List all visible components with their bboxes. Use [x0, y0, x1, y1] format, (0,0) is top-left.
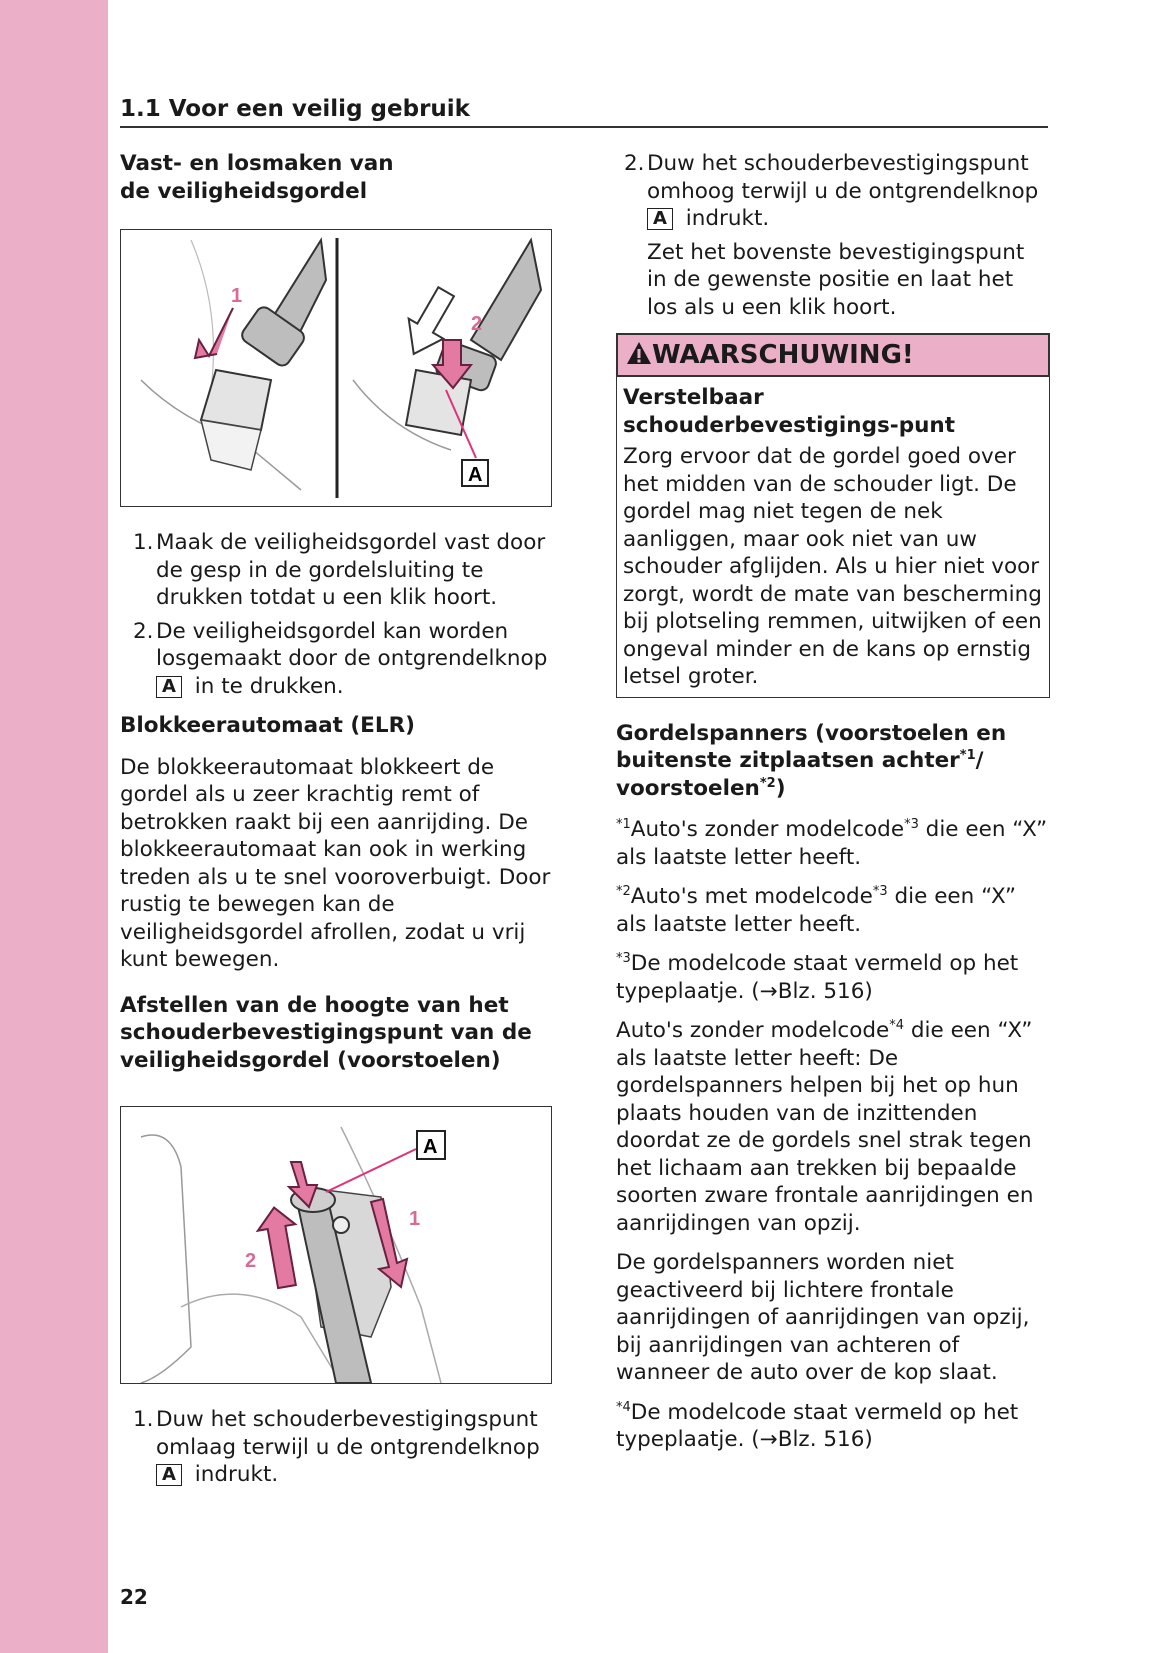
release-button-label: A — [156, 676, 182, 698]
figure1-label-A: A — [468, 464, 483, 486]
pretensioner-paragraph-1: Auto's zonder modelcode$^{*4}$ die een “X” als laatste letter heeft: De gordelspanners helpen bij het op hun plaats houden van de inzittenden doordat ze de gordels snel strak tegen het lichaam aan trekken bij bepaalde soorten zware frontale aanrijdingen en aanrijdingen van opzij. — [616, 1017, 1034, 1236]
adjust-step-2: 2. Duw het schouderbevestigingspunt omhoog terwijl u de ontgrendelknop A indrukt. Zet het bovenste bevestigingspunt in de gewenste positie en laat het los als u een klik hoort. — [624, 151, 1039, 320]
heading-fasten-belt: Vast- en losmaken van de veiligheidsgordel — [120, 151, 394, 204]
adjust-steps — [120, 1406, 555, 1489]
figure-buckle — [120, 229, 552, 507]
section-title: 1.1 Voor een veilig gebruik — [120, 96, 470, 122]
buckle-illustration — [121, 230, 551, 506]
fasten-step-1: 1. Maak de veiligheidsgordel vast door de gesp in de gordelsluiting te drukken totdat u een klik hoort. — [133, 530, 546, 610]
left-column — [120, 150, 555, 1501]
warning-box — [616, 333, 1050, 698]
chapter-side-tab — [0, 0, 108, 1653]
footnote-4: $^{*4}$De modelcode staat vermeld op het typeplaatje. (→Blz. 516) — [616, 1399, 1019, 1452]
figure-shoulder-anchor — [120, 1106, 552, 1384]
warning-triangle-icon — [626, 341, 652, 365]
warning-subtitle: Verstelbaar schouderbevestigings-punt — [623, 385, 955, 438]
release-button-label: A — [647, 208, 673, 230]
release-button-label: A — [156, 1464, 182, 1486]
heading-elr: Blokkeerautomaat (ELR) — [120, 713, 415, 738]
footnote-3: $^{*3}$De modelcode staat vermeld op het typeplaatje. (→Blz. 516) — [616, 950, 1019, 1004]
figure1-label-1: 1 — [231, 285, 243, 307]
adjust-steps-cont — [611, 150, 1050, 321]
figure2-label-1: 1 — [409, 1208, 421, 1230]
heading-shoulder-anchor: Afstellen van de hoogte van het schouderbevestigingspunt van de veiligheidsgordel (voorstoelen) — [120, 992, 532, 1073]
fasten-step-2: 2. De veiligheidsgordel kan worden losgemaakt door de ontgrendelknop A in te drukken. — [133, 618, 548, 699]
shoulder-anchor-illustration — [121, 1107, 551, 1383]
elr-paragraph: De blokkeerautomaat blokkeert de gordel als u zeer krachtig remt of betrokken raakt bij een aanrijding. De blokkeerautomaat kan ook in werking treden als u te snel vooroverbuigt. Door rustig te bewegen kan de veiligheidsgordel afrollen, zodat u vrij kunt bewegen. — [120, 754, 551, 972]
footnote-2: $^{*2}$Auto's met modelcode$^{*3}$ die een “X” als laatste letter heeft. — [616, 883, 1016, 937]
figure2-label-2: 2 — [245, 1250, 257, 1272]
footnote-1: $^{*1}$Auto's zonder modelcode$^{*3}$ die een “X” als laatste letter heeft. — [616, 816, 1048, 870]
adjust-step-1: 1. Duw het schouderbevestigingspunt omlaag terwijl u de ontgrendelknop A indrukt. — [133, 1407, 540, 1487]
heading-pretensioners: Gordelspanners (voorstoelen en buitenste zitplaatsen achter$^{*1}$/ voorstoelen$^{*2}$) — [616, 720, 1007, 801]
warning-title: WAARSCHUWING! — [616, 333, 1050, 377]
pretensioner-paragraph-2: De gordelspanners worden niet geactiveerd bij lichtere frontale aanrijdingen of aanrijdingen van opzij, bij aanrijdingen van achteren of wanneer de auto over de kop slaat. — [616, 1250, 1030, 1385]
right-column — [616, 150, 1050, 1466]
figure1-label-2: 2 — [471, 313, 483, 335]
page-number: 22 — [120, 1585, 148, 1609]
fasten-steps — [120, 529, 555, 700]
figure2-label-A: A — [423, 1136, 438, 1158]
warning-text: Zorg ervoor dat de gordel goed over het midden van de schouder ligt. De gordel mag niet tegen de nek aanliggen, maar ook niet van uw schouder afglijden. Als u hier niet voor zorgt, wordt de mate van bescherming bij plotseling remmen, uitwijken of een ongeval minder en de kans op ernstig letsel groter. — [623, 444, 1042, 689]
page-header — [120, 96, 1048, 128]
